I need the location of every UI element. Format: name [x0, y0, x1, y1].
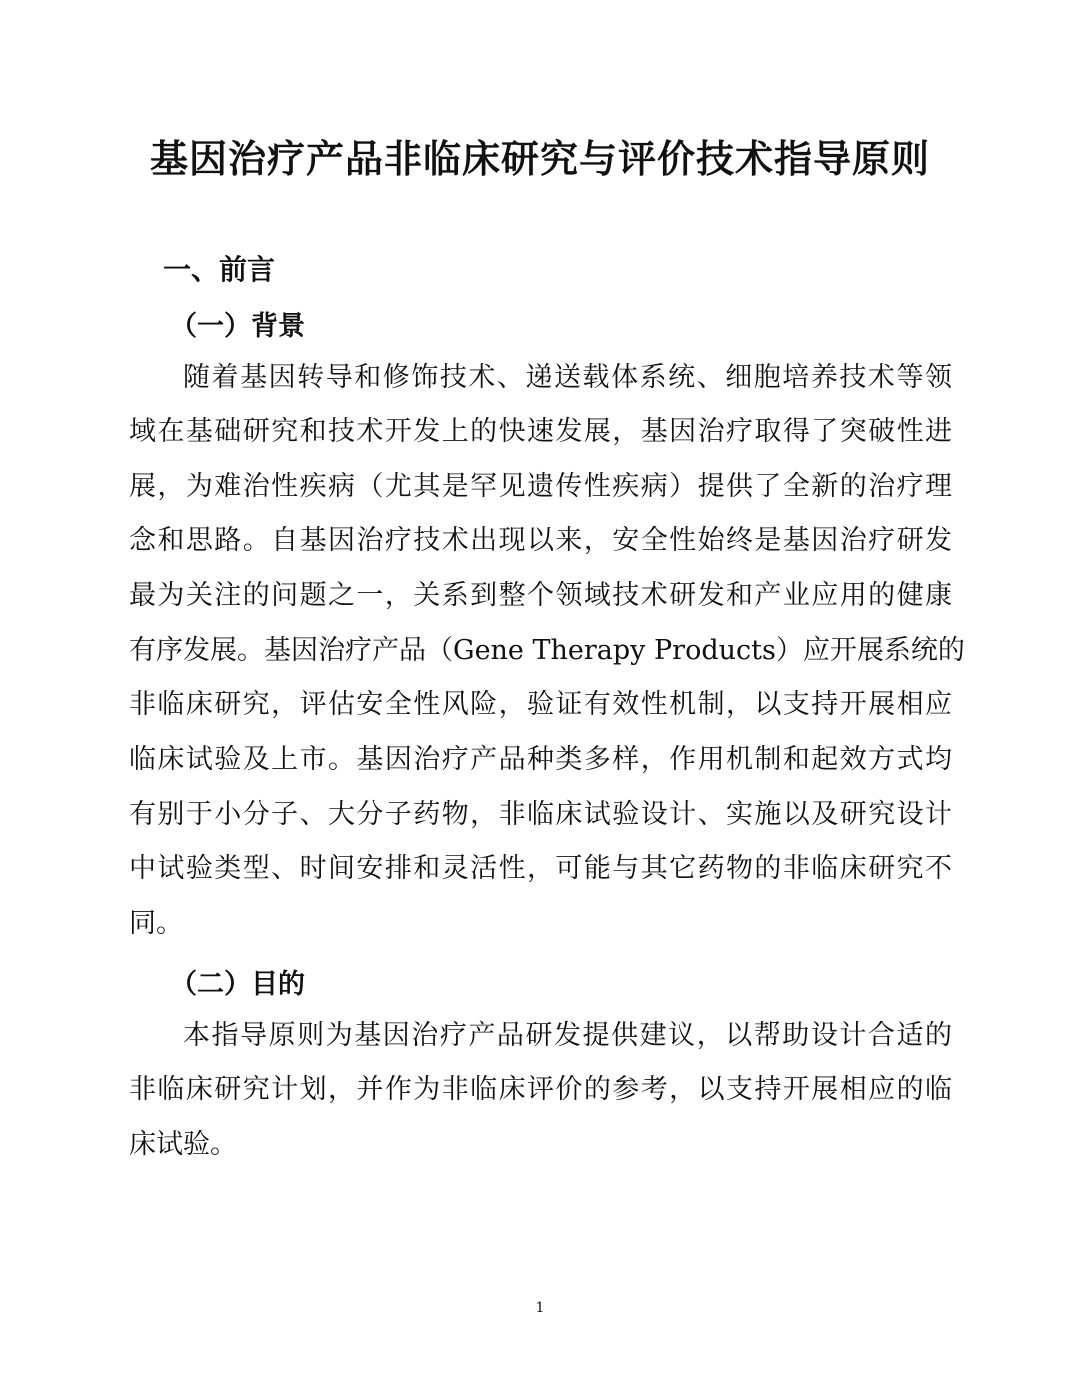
paragraph-line: 非临床研究，评估安全性风险，验证有效性机制，以支持开展相应 — [129, 689, 952, 720]
paragraph-line: 中试验类型、时间安排和灵活性，可能与其它药物的非临床研究不 — [129, 853, 952, 884]
paragraph-line: 床试验。 — [129, 1129, 237, 1160]
paragraph-line: 随着基因转导和修饰技术、递送载体系统、细胞培养技术等领 — [183, 362, 952, 393]
paragraph-line: 非临床研究计划，并作为非临床评价的参考，以支持开展相应的临 — [129, 1074, 952, 1105]
paragraph-line: 同。 — [129, 908, 183, 939]
paragraph-line: 有序发展。基因治疗产品（Gene Therapy Products）应开展系统的 — [129, 635, 965, 666]
paragraph-line: 有别于小分子、大分子药物，非临床试验设计、实施以及研究设计 — [129, 799, 952, 830]
paragraph-line: 最为关注的问题之一，关系到整个领域技术研发和产业应用的健康 — [129, 580, 952, 611]
subsection-heading-purpose: （二）目的 — [170, 969, 305, 1000]
paragraph-line: 域在基础研究和技术开发上的快速发展，基因治疗取得了突破性进 — [129, 416, 952, 447]
section-heading-preface: 一、前言 — [163, 253, 276, 286]
paragraph-line: 念和思路。自基因治疗技术出现以来，安全性始终是基因治疗研发 — [129, 525, 952, 556]
paragraph-line: 展，为难治性疾病（尤其是罕见遗传性疾病）提供了全新的治疗理 — [129, 471, 952, 502]
paragraph-line: 本指导原则为基因治疗产品研发提供建议，以帮助设计合适的 — [183, 1020, 952, 1051]
paragraph-line: 临床试验及上市。基因治疗产品种类多样，作用机制和起效方式均 — [129, 744, 952, 775]
document-title: 基因治疗产品非临床研究与评价技术指导原则 — [149, 136, 930, 181]
page-number: 1 — [535, 1300, 545, 1316]
subsection-heading-background: （一）背景 — [170, 311, 305, 342]
